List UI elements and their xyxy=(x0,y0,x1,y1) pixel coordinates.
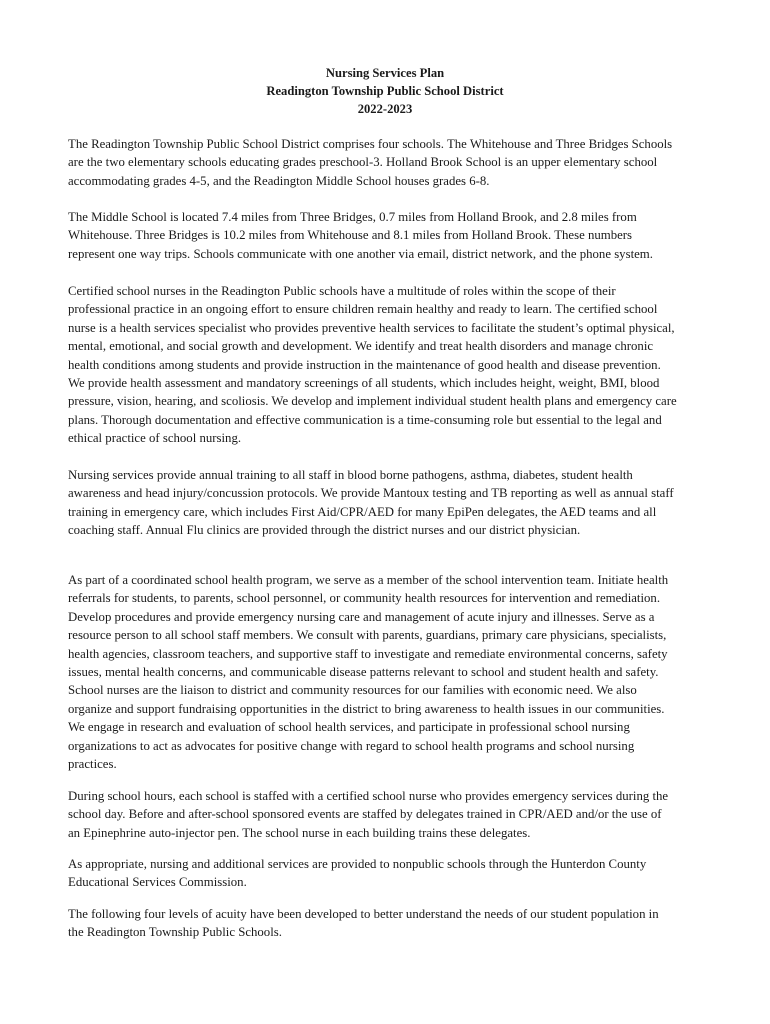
text-line: issues, mental health concerns, and communicable disease patterns relevant to school and student health and safety. xyxy=(68,665,659,680)
text-line: an Epinephrine auto-injector pen. The school nurse in each building trains these delegates. xyxy=(68,825,531,840)
text-line: organize and support fundraising opportunities in the district to bring awareness to health issues in our communities. xyxy=(68,701,665,716)
document-header xyxy=(0,64,770,118)
text-line: organizations to act as advocates for positive change with regard to school health programs and school nursing xyxy=(68,738,635,753)
text-line: practices. xyxy=(68,757,117,772)
text-line: awareness and head injury/concussion protocols. We provide Mantoux testing and TB reporting as well as annual staff xyxy=(68,486,674,501)
text-line: nurse is a health services specialist who provides preventive health services to facilitate the student’s optimal physical, xyxy=(68,320,675,335)
text-line: referrals for students, to parents, school personnel, or community health resources for intervention and remediation. xyxy=(68,591,661,606)
text-line: As part of a coordinated school health program, we serve as a member of the school intervention team. Initiate health xyxy=(68,573,669,587)
text-line: the Readington Township Public Schools. xyxy=(68,925,282,940)
school-year: 2022-2023 xyxy=(357,102,413,116)
text-line: accommodating grades 4-5, and the Readington Middle School houses grades 6-8. xyxy=(68,173,490,188)
text-line: As appropriate, nursing and additional services are provided to nonpublic schools through the Hunterdon County xyxy=(68,857,647,871)
paragraph-nonpublic-schools xyxy=(68,855,708,892)
text-line: During school hours, each school is staffed with a certified school nurse who provides emergency services during the xyxy=(68,789,669,803)
paragraph-staff-training xyxy=(68,466,708,540)
paragraph-acuity-levels xyxy=(68,905,708,942)
text-line: The Readington Township Public School District comprises four schools. The Whitehouse and Three Bridges Schools xyxy=(68,137,673,151)
district-name: Readington Township Public School District xyxy=(266,84,504,98)
text-line: We engage in research and evaluation of school health services, and participate in professional school nursing xyxy=(68,720,630,735)
text-line: plans. Thorough documentation and effective communication is a time-consuming role but essential to the legal and xyxy=(68,412,662,427)
text-line: school day. Before and after-school sponsored events are staffed by delegates trained in CPR/AED and/or the use of xyxy=(68,807,662,822)
paragraph-district-overview xyxy=(68,135,708,190)
paragraph-school-distances xyxy=(68,208,708,263)
text-line: coaching staff. Annual Flu clinics are provided through the district nurses and our district physician. xyxy=(68,523,581,538)
text-line: The following four levels of acuity have been developed to better understand the needs of our student population in xyxy=(68,907,659,921)
text-line: training in emergency care, which includes First Aid/CPR/AED for many EpiPen delegates, the AED teams and all xyxy=(68,504,657,519)
text-line: mental, emotional, and social growth and development. We identify and treat health disorders and manage chronic xyxy=(68,339,654,354)
paragraph-nurse-roles xyxy=(68,282,708,448)
document-title: Nursing Services Plan xyxy=(325,66,445,80)
text-line: School nurses are the liaison to district and community resources for our families with economic need. We also xyxy=(68,683,637,698)
text-line: are the two elementary schools educating grades preschool-3. Holland Brook School is an upper elementary school xyxy=(68,155,658,170)
paragraph-school-hours xyxy=(68,787,708,842)
text-line: pressure, vision, hearing, and scoliosis. We develop and implement individual student health plans and emergency care xyxy=(68,394,677,409)
text-line: resource person to all school staff members. We consult with parents, guardians, primary care physicians, specialists, xyxy=(68,628,667,643)
text-line: Educational Services Commission. xyxy=(68,875,247,890)
text-line: health agencies, classroom teachers, and supportive staff to investigate and remediate environmental concerns, safety xyxy=(68,646,668,661)
text-line: Certified school nurses in the Readington Public schools have a multitude of roles within the scope of their xyxy=(68,284,616,298)
paragraph-coordinated-health xyxy=(68,571,708,773)
text-line: Whitehouse. Three Bridges is 10.2 miles from Whitehouse and 8.1 miles from Holland Brook. These numbers xyxy=(68,228,633,243)
text-line: professional practice in an ongoing effort to ensure children remain healthy and ready to learn. The certified school xyxy=(68,302,658,317)
text-line: The Middle School is located 7.4 miles from Three Bridges, 0.7 miles from Holland Brook, and 2.8 miles from xyxy=(68,210,637,224)
text-line: ethical practice of school nursing. xyxy=(68,431,242,446)
text-line: We provide health assessment and mandatory screenings of all students, which includes height, weight, BMI, blood xyxy=(68,376,660,391)
text-line: health conditions among students and provide instruction in the maintenance of good health and disease prevention. xyxy=(68,357,661,372)
text-line: Nursing services provide annual training to all staff in blood borne pathogens, asthma, diabetes, student health xyxy=(68,468,633,482)
text-line: represent one way trips. Schools communicate with one another via email, district network, and the phone system. xyxy=(68,246,653,261)
text-line: Develop procedures and provide emergency nursing care and management of acute injury and illnesses. Serve as a xyxy=(68,609,655,624)
